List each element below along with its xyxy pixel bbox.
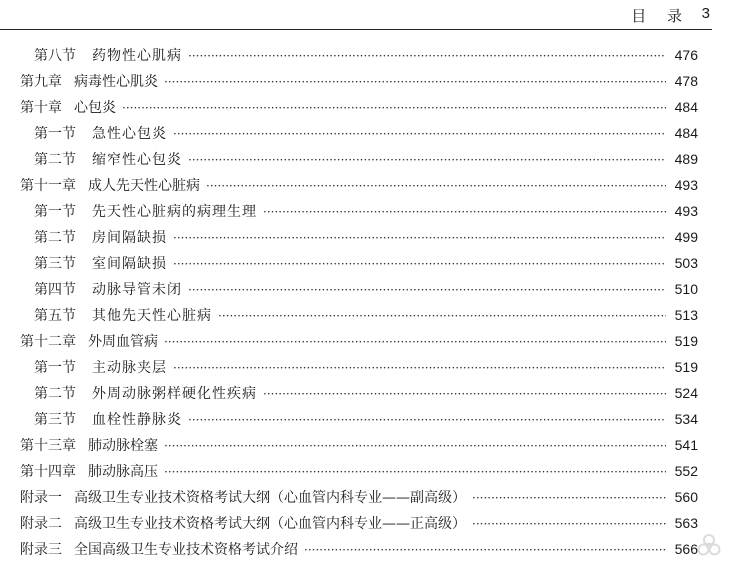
toc-entry-label: 第二节 bbox=[34, 230, 76, 246]
toc-entry-page: 560 bbox=[674, 489, 698, 505]
toc-dot-leader bbox=[472, 516, 666, 532]
toc-entry-title: 全国高级卫生专业技术资格考试介绍 bbox=[74, 542, 298, 558]
toc-entry-page: 499 bbox=[674, 229, 698, 245]
toc-entry-title: 缩窄性心包炎 bbox=[92, 152, 182, 168]
toc-entry[interactable] bbox=[20, 539, 698, 565]
biohazard-icon bbox=[694, 531, 724, 561]
toc-entry-label: 第十三章 bbox=[20, 438, 76, 454]
toc-dot-leader bbox=[164, 438, 666, 454]
toc-dot-leader bbox=[206, 178, 666, 194]
toc-entry-label: 附录三 bbox=[20, 542, 62, 558]
toc-dot-leader bbox=[188, 282, 666, 298]
toc-dot-leader bbox=[164, 334, 666, 350]
toc-entry[interactable] bbox=[20, 461, 698, 487]
toc-entry-title: 肺动脉栓塞 bbox=[88, 438, 158, 454]
toc-dot-leader bbox=[218, 308, 666, 324]
toc-entry-page: 519 bbox=[674, 333, 698, 349]
page-header bbox=[0, 0, 730, 30]
toc-entry[interactable] bbox=[20, 435, 698, 461]
toc-dot-leader bbox=[263, 204, 666, 220]
toc-entry-page: 534 bbox=[674, 411, 698, 427]
toc-entry-page: 489 bbox=[674, 151, 698, 167]
toc-entry-label: 第十章 bbox=[20, 100, 62, 116]
toc-entry-label: 第三节 bbox=[34, 256, 76, 272]
toc-entry[interactable] bbox=[20, 357, 698, 383]
toc-entry-label: 附录二 bbox=[20, 516, 62, 532]
toc-entry-title: 外周动脉粥样硬化性疾病 bbox=[92, 386, 257, 402]
toc-entry-page: 552 bbox=[674, 463, 698, 479]
toc-entry[interactable] bbox=[20, 487, 698, 513]
toc-dot-leader bbox=[304, 542, 666, 558]
toc-entry-title: 主动脉夹层 bbox=[92, 360, 167, 376]
toc-entry-page: 478 bbox=[674, 73, 698, 89]
toc-entry-page: 519 bbox=[674, 359, 698, 375]
toc-entry-page: 503 bbox=[674, 255, 698, 271]
table-of-contents bbox=[20, 45, 698, 565]
toc-entry-label: 第一节 bbox=[34, 360, 76, 376]
toc-entry[interactable] bbox=[20, 45, 698, 71]
toc-entry-page: 484 bbox=[674, 99, 698, 115]
toc-entry-title: 动脉导管未闭 bbox=[92, 282, 182, 298]
toc-entry-title: 房间隔缺损 bbox=[92, 230, 167, 246]
toc-entry[interactable] bbox=[20, 149, 698, 175]
toc-dot-leader bbox=[472, 490, 666, 506]
toc-entry-page: 493 bbox=[674, 203, 698, 219]
toc-entry[interactable] bbox=[20, 97, 698, 123]
toc-entry[interactable] bbox=[20, 71, 698, 97]
toc-dot-leader bbox=[188, 152, 666, 168]
toc-entry-page: 513 bbox=[674, 307, 698, 323]
toc-entry-label: 第一节 bbox=[34, 126, 76, 142]
toc-entry-title: 心包炎 bbox=[74, 100, 116, 116]
toc-entry-title: 肺动脉高压 bbox=[88, 464, 158, 480]
toc-entry-title: 室间隔缺损 bbox=[92, 256, 167, 272]
toc-entry-title: 病毒性心肌炎 bbox=[74, 74, 158, 90]
header-rule bbox=[0, 29, 712, 30]
toc-entry[interactable] bbox=[20, 331, 698, 357]
toc-entry-label: 第十二章 bbox=[20, 334, 76, 350]
toc-entry-page: 476 bbox=[674, 47, 698, 63]
toc-entry-label: 第八节 bbox=[34, 48, 76, 64]
toc-entry[interactable] bbox=[20, 123, 698, 149]
toc-dot-leader bbox=[173, 126, 666, 142]
toc-entry-title: 急性心包炎 bbox=[92, 126, 167, 142]
toc-entry[interactable] bbox=[20, 201, 698, 227]
header-title: 目 录 bbox=[631, 7, 690, 25]
toc-entry-label: 第三节 bbox=[34, 412, 76, 428]
toc-entry[interactable] bbox=[20, 383, 698, 409]
toc-entry-title: 药物性心肌病 bbox=[92, 48, 182, 64]
toc-entry-title: 成人先天性心脏病 bbox=[88, 178, 200, 194]
toc-dot-leader bbox=[173, 360, 666, 376]
toc-entry-page: 484 bbox=[674, 125, 698, 141]
toc-dot-leader bbox=[164, 464, 666, 480]
toc-entry-label: 第十一章 bbox=[20, 178, 76, 194]
toc-dot-leader bbox=[263, 386, 666, 402]
toc-entry[interactable] bbox=[20, 253, 698, 279]
toc-entry-label: 第十四章 bbox=[20, 464, 76, 480]
toc-dot-leader bbox=[188, 48, 666, 64]
toc-entry-label: 第九章 bbox=[20, 74, 62, 90]
toc-entry-page: 510 bbox=[674, 281, 698, 297]
toc-entry[interactable] bbox=[20, 409, 698, 435]
toc-entry-label: 第四节 bbox=[34, 282, 76, 298]
toc-entry-label: 第一节 bbox=[34, 204, 76, 220]
toc-entry-title: 高级卫生专业技术资格考试大纲（心血管内科专业——副高级） bbox=[74, 490, 466, 506]
toc-dot-leader bbox=[173, 230, 666, 246]
toc-entry-page: 524 bbox=[674, 385, 698, 401]
toc-entry-title: 高级卫生专业技术资格考试大纲（心血管内科专业——正高级） bbox=[74, 516, 466, 532]
toc-entry-page: 493 bbox=[674, 177, 698, 193]
header-page-number: 3 bbox=[701, 5, 710, 22]
toc-entry-title: 外周血管病 bbox=[88, 334, 158, 350]
toc-entry[interactable] bbox=[20, 279, 698, 305]
toc-entry-page: 563 bbox=[674, 515, 698, 531]
toc-entry-title: 先天性心脏病的病理生理 bbox=[92, 204, 257, 220]
toc-entry-page: 566 bbox=[674, 541, 698, 557]
toc-entry-label: 第二节 bbox=[34, 386, 76, 402]
toc-dot-leader bbox=[173, 256, 666, 272]
toc-dot-leader bbox=[122, 100, 666, 116]
toc-entry[interactable] bbox=[20, 227, 698, 253]
toc-entry[interactable] bbox=[20, 513, 698, 539]
toc-dot-leader bbox=[188, 412, 666, 428]
toc-entry-label: 附录一 bbox=[20, 490, 62, 506]
toc-entry-label: 第五节 bbox=[34, 308, 76, 324]
toc-entry-title: 其他先天性心脏病 bbox=[92, 308, 212, 324]
toc-entry-label: 第二节 bbox=[34, 152, 76, 168]
toc-entry-title: 血栓性静脉炎 bbox=[92, 412, 182, 428]
toc-dot-leader bbox=[164, 74, 666, 90]
toc-entry[interactable] bbox=[20, 305, 698, 331]
toc-entry[interactable] bbox=[20, 175, 698, 201]
toc-entry-page: 541 bbox=[674, 437, 698, 453]
